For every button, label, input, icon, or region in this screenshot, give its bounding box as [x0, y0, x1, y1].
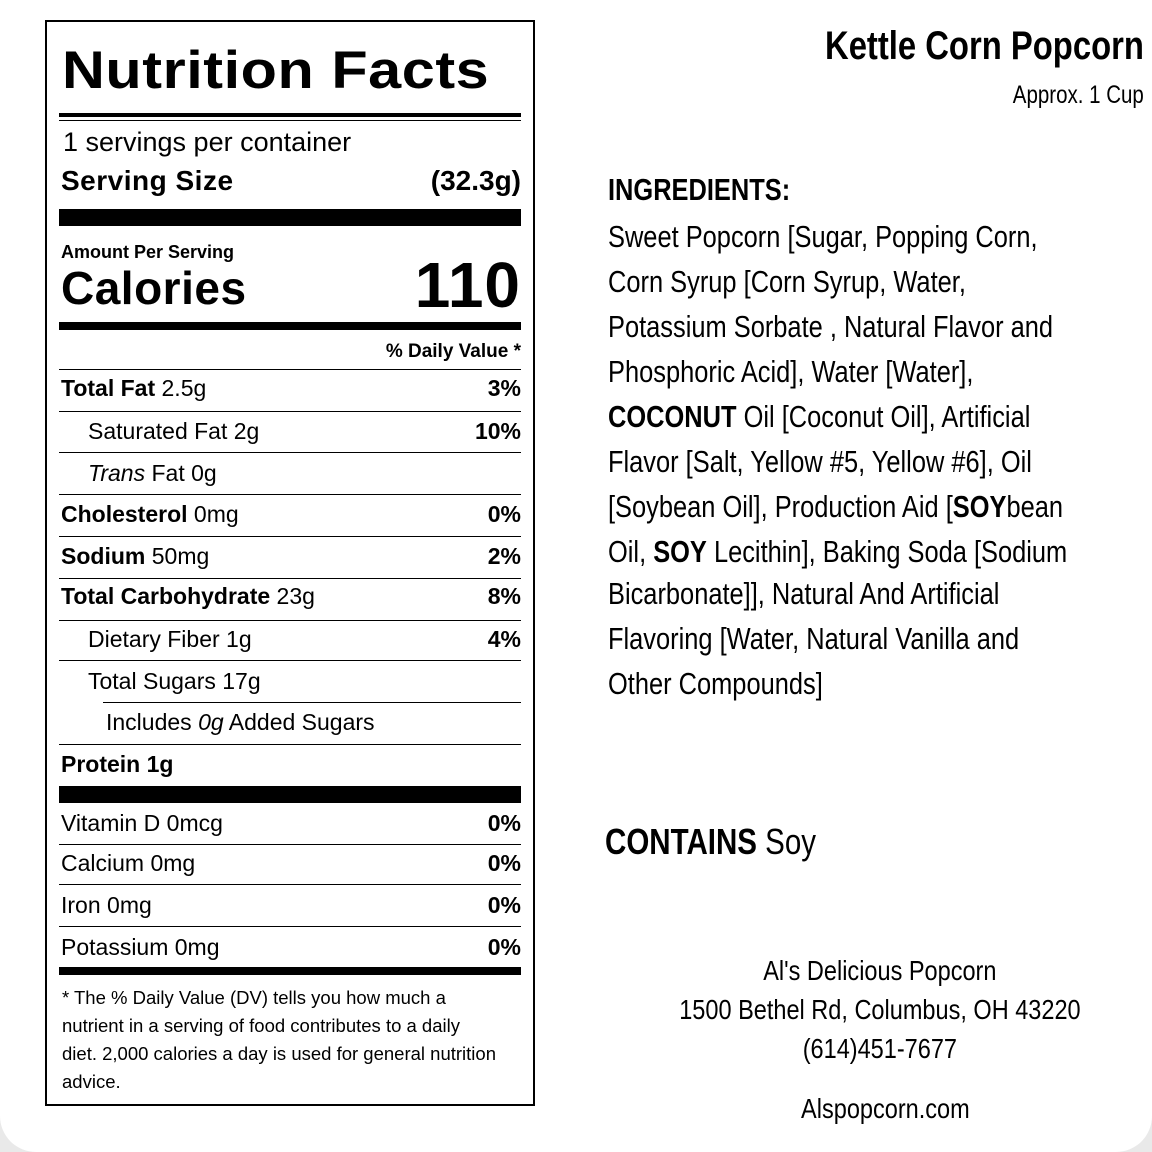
cholesterol-dv: 0% [487, 501, 521, 527]
ingredients-line: Flavoring [Water, Natural Vanilla and [608, 621, 1020, 656]
row-divider [59, 926, 521, 927]
company-name-text: Al's Delicious Popcorn [763, 955, 997, 986]
total-carbohydrate-dv: 8% [487, 583, 521, 609]
ingredients-line [608, 529, 1100, 574]
ingredients-line [608, 484, 1100, 529]
ingredients-line: Bicarbonate]], Natural And Artificial [608, 576, 1000, 611]
company-address [610, 996, 1150, 1024]
ingredients-text: Oil [Coconut Oil], Artificial [743, 399, 1031, 434]
calcium-label: Calcium 0mg [61, 850, 196, 876]
row-cholesterol [61, 503, 239, 526]
footnote-line: advice. [62, 1071, 121, 1092]
thick-rule-1 [59, 209, 521, 226]
total-fat-amount: 2.5g [161, 375, 207, 401]
nutrition-facts-panel [45, 20, 535, 1106]
row-divider [59, 536, 521, 537]
added-sugars-pre: Includes [106, 709, 192, 735]
cholesterol-amount: 0mg [193, 501, 239, 527]
company-website-text: Alspopcorn.com [800, 1093, 970, 1124]
footnote-line: * The % Daily Value (DV) tells you how much a [62, 987, 446, 1008]
trans-fat-rest: Fat 0g [151, 460, 217, 486]
product-name: Kettle Corn Popcorn [825, 24, 1144, 68]
cholesterol-label: Cholesterol [61, 501, 188, 527]
row-added-sugars [106, 711, 375, 734]
servings-per-container: 1 servings per container [63, 127, 352, 157]
title-rule-thin [59, 120, 521, 121]
ingredients-line: Phosphoric Acid], Water [Water], [608, 354, 974, 389]
allergen-coconut: COCONUT [608, 399, 737, 434]
ingredients-line: Flavor [Salt, Yellow #5, Yellow #6], Oil [608, 444, 1032, 479]
row-total-fat [61, 377, 206, 400]
dietary-fiber-dv: 4% [487, 626, 521, 652]
iron-label: Iron 0mg [61, 892, 152, 918]
total-sugars-label: Total Sugars 17g [88, 668, 261, 694]
sodium-amount: 50mg [151, 543, 210, 569]
company-address-text: 1500 Bethel Rd, Columbus, OH 43220 [679, 994, 1081, 1025]
total-carbohydrate-label: Total Carbohydrate [61, 583, 271, 609]
row-divider [103, 702, 521, 703]
row-sodium [61, 545, 209, 568]
daily-value-footnote [62, 984, 521, 1096]
ingredients-text: [Soybean Oil], Production Aid [ [608, 489, 953, 524]
company-phone [610, 1035, 1150, 1063]
protein-label: Protein 1g [61, 751, 174, 777]
row-divider [59, 369, 521, 370]
iron-dv: 0% [487, 892, 521, 918]
ingredients-text: bean [1006, 489, 1064, 524]
company-website [615, 1095, 1152, 1123]
ingredients-text: Oil, [608, 534, 654, 569]
serving-size-value: (32.3g) [430, 165, 521, 196]
calories-label: Calories [61, 262, 247, 314]
nutrition-title: Nutrition Facts [62, 41, 490, 100]
company-phone-text: (614)451-7677 [802, 1033, 958, 1064]
ingredients-heading: INGREDIENTS: [608, 172, 791, 207]
total-carbohydrate-amount: 23g [276, 583, 315, 609]
calcium-dv: 0% [487, 850, 521, 876]
amount-per-serving: Amount Per Serving [61, 242, 235, 262]
serving-size-label: Serving Size [61, 165, 234, 196]
row-divider [59, 744, 521, 745]
dietary-fiber-label: Dietary Fiber 1g [88, 626, 252, 652]
serving-note: Approx. 1 Cup [1012, 81, 1144, 109]
row-divider [59, 578, 521, 579]
calories-value: 110 [414, 249, 521, 321]
row-divider [59, 620, 521, 621]
row-divider [59, 844, 521, 845]
added-sugars-amount: 0g [198, 709, 224, 735]
sodium-label: Sodium [61, 543, 146, 569]
medium-rule-2 [59, 967, 521, 975]
footnote-line: diet. 2,000 calories a day is used for general nutrition [62, 1043, 496, 1064]
saturated-fat-label: Saturated Fat 2g [88, 418, 260, 444]
row-divider [59, 884, 521, 885]
ingredients-line: Potassium Sorbate , Natural Flavor and [608, 309, 1054, 344]
title-rule [59, 113, 521, 117]
vitamin-d-label: Vitamin D 0mcg [61, 810, 223, 836]
footnote-line: nutrient in a serving of food contributes to a daily [62, 1015, 460, 1036]
allergen-soy: SOY [952, 489, 1007, 524]
ingredients-text: Lecithin], Baking Soda [Sodium [706, 534, 1068, 569]
row-total-carbohydrate [61, 585, 315, 608]
thick-rule-2 [59, 786, 521, 803]
total-fat-dv: 3% [487, 375, 521, 401]
allergen-soy: SOY [653, 534, 707, 569]
ingredients-line [608, 394, 1100, 439]
row-divider [59, 494, 521, 495]
medium-rule-1 [59, 322, 521, 330]
saturated-fat-dv: 10% [474, 418, 521, 444]
row-trans-fat [88, 462, 217, 485]
ingredients-list [608, 214, 1100, 706]
potassium-label: Potassium 0mg [61, 934, 220, 960]
company-name [610, 957, 1150, 985]
row-divider [59, 411, 521, 412]
sodium-dv: 2% [487, 543, 521, 569]
ingredients-line: Sweet Popcorn [Sugar, Popping Corn, [608, 219, 1038, 254]
row-divider [59, 452, 521, 453]
vitamin-d-dv: 0% [487, 810, 521, 836]
added-sugars-post: Added Sugars [228, 709, 375, 735]
contains-label: CONTAINS [605, 821, 757, 862]
contains-value: Soy [765, 821, 817, 862]
total-fat-label: Total Fat [61, 375, 156, 401]
daily-value-header: % Daily Value * [385, 341, 521, 362]
ingredients-line: Corn Syrup [Corn Syrup, Water, [608, 264, 966, 299]
trans-fat-italic: Trans [88, 460, 146, 486]
allergen-statement [605, 821, 817, 862]
potassium-dv: 0% [487, 934, 521, 960]
ingredients-line: Other Compounds] [608, 666, 823, 701]
row-divider [59, 660, 521, 661]
